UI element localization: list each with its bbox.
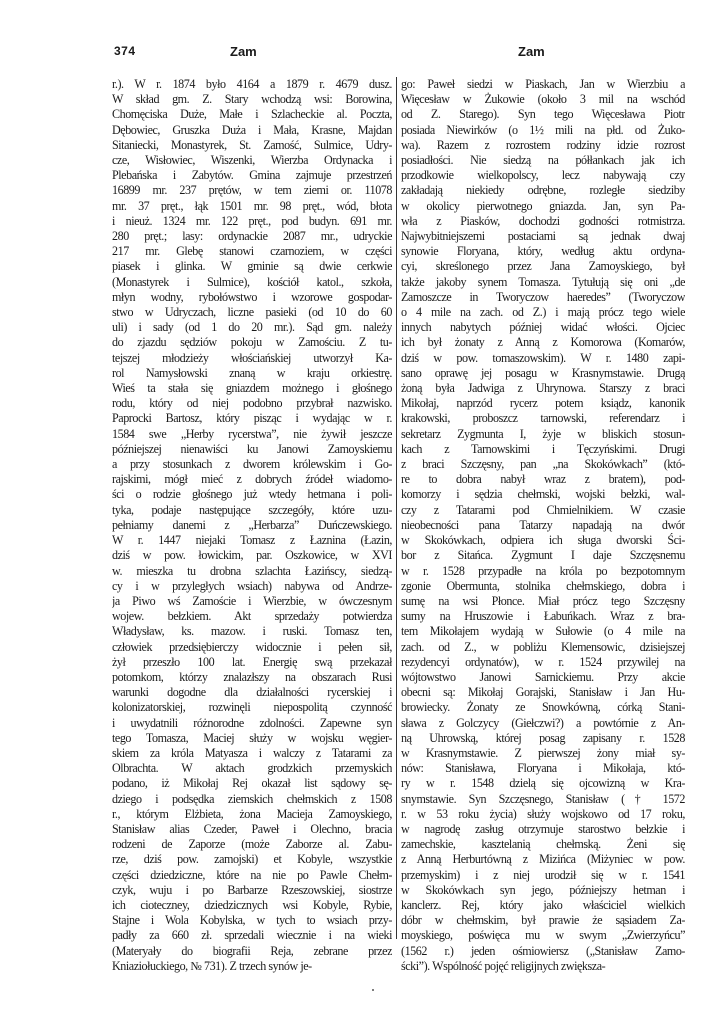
text-line: warunki dogodne dla działalności rycerskiej i <box>112 685 392 700</box>
text-line: 280 pręt.; lasy: ordynackie 2087 mr., udryckie <box>112 229 392 244</box>
text-line: tyka, podaje następujące szczegóły, które uzu- <box>112 502 392 517</box>
text-line: mr. 37 pręt., łąk 1501 mr. 98 pręt., wód, błota <box>112 198 392 213</box>
text-line: uli) i sady (od 1 do 20 mr.). Sąd gm. należy <box>112 320 392 335</box>
text-line: rodu, który od niej podobno przybrał nazwisko. <box>112 396 392 411</box>
text-line: Chomęciska Duże, Małe i Szlacheckie al. Poczta, <box>112 107 392 122</box>
text-line: wojew. bełzkiem. Akt sprzedaży potwierdza <box>112 609 392 624</box>
text-line: rol Namysłowski znaną w kraju orkiestrę. <box>112 365 392 380</box>
left-text-column <box>112 77 392 974</box>
text-line: człowiek przedsiębierczy widocznie i pełen sił, <box>112 639 392 654</box>
text-line: ry w r. 1548 dzielą się ojcowizną w Kra- <box>401 776 685 791</box>
text-line: browiecky. Żonaty ze Snowkówną, córką Stani- <box>401 700 685 715</box>
text-line: sumy na Hruszowie i Łabuńkach. Wraz z bra- <box>401 609 685 624</box>
text-line: kanclerz. Rej, który jako właściciel wielkich <box>401 897 685 912</box>
page-header <box>0 44 720 66</box>
text-line: re to dobra nabył wraz z bratem), pod- <box>401 472 685 487</box>
text-line: w. mieszka tu drobna szlachta Łazińscy, siedzą- <box>112 563 392 578</box>
text-line: dziego i podsędka ziemskich chełmskich z 1508 <box>112 791 392 806</box>
text-line: rajskimi, mógł mieć z dobrych źródeł wiadomo- <box>112 472 392 487</box>
text-line: r., którym Elżbieta, żona Macieja Zamoyskiego, <box>112 806 392 821</box>
text-line: Stajne i Wola Kobylska, w tych to wsiach przy- <box>112 913 392 928</box>
text-line: tejszej młodzieży włościańskiej utworzył Ka- <box>112 350 392 365</box>
page-number: 374 <box>114 44 136 58</box>
text-line: części dziedziczne, które na nie po Pawle Chełm- <box>112 867 392 882</box>
text-line: czyk, wuju i po Barbarze Rzeszowskiej, siostrze <box>112 882 392 897</box>
text-line: Mikołaj, naprzód rycerz potem ksiądz, kanonik <box>401 396 685 411</box>
text-line: z braci Szczęsny, pan „na Skokówkach” (któ- <box>401 457 685 472</box>
text-line: cyi, skreślonego przez Jana Zamoyskiego, był <box>401 259 685 274</box>
text-line: rezydencyi ordynatów), w r. 1524 przywilej na <box>401 654 685 669</box>
text-line: Władysław, ks. mazow. i ruski. Tomasz ten, <box>112 624 392 639</box>
text-line: komorzy i sędzia chełmski, wojski bełzki, wal- <box>401 487 685 502</box>
text-line: 217 mr. Glebę stanowi czarnoziem, w części <box>112 244 392 259</box>
text-line: rze, dziś pow. zamojski) et Kobyle, wszystkie <box>112 852 392 867</box>
text-line: i nieuż. 1324 mr. 122 pręt., pod budyn. 691 mr. <box>112 213 392 228</box>
text-line: kolonizatorskiej, rozwinęli niepospolitą czynność <box>112 700 392 715</box>
text-line: w okolicy pierwotnego gniazda. Jan, syn Pa- <box>401 198 685 213</box>
text-line: wójtowstwo Janowi Sarnickiemu. Przy akcie <box>401 669 685 684</box>
text-line: piasek i glinka. W gminie są dwie cerkwie <box>112 259 392 274</box>
text-line: posiada Niewirków (o 1½ mili na płd. od Żuko- <box>401 122 685 137</box>
text-line: (Monastyrek i Sulmice), kościół katol., szkoła, <box>112 274 392 289</box>
text-line: Sitaniecki, Monastyrek, St. Zamość, Sulmice, Udry- <box>112 137 392 152</box>
text-line: krakowski, proboszcz tarnowski, referendarz i <box>401 411 685 426</box>
text-line: młyn wodny, rybołówstwo i wzorowe gospodar- <box>112 289 392 304</box>
text-line: w r. 1528 przypadłe na króla po bezpotomnym <box>401 563 685 578</box>
text-line: żył przeszło 100 lat. Energię swą przekazał <box>112 654 392 669</box>
text-line: od Z. Starego). Syn tego Więcesława Piotr <box>401 107 685 122</box>
text-line: Olbrachta. W aktach grodzkich przemyskich <box>112 761 392 776</box>
text-line: synowie Floryana, który, według aktu ordyna- <box>401 244 685 259</box>
text-line: ścki”). Wspólność pojęć religijnych zwiększa- <box>401 958 606 973</box>
text-line: tego Tomasza, Maciej służy w wojsku węgier- <box>112 730 392 745</box>
text-line: tem Mikołajem wydają w Sułowie (o 4 mile na <box>401 624 685 639</box>
text-line: Więcesław w Żukowie (około 3 mil na wschód <box>401 92 685 107</box>
text-line: stwo w Udryczach, liczne pasieki (od 10 do 60 <box>112 305 392 320</box>
text-line: posiadłości. Nie siedzą na półłankach jak ich <box>401 153 685 168</box>
text-line: także jakoby synem Tomasza. Tytułują się oni „de <box>401 274 685 289</box>
text-line: przodkowie wielkopolscy, lecz nabywają czy <box>401 168 685 183</box>
text-line: dziś w pow. tomaszowskim). W r. 1480 zapi- <box>401 350 685 365</box>
text-line: sumę na wsi Płonce. Miał prócz tego Szczęsny <box>401 593 685 608</box>
text-line: Paprocki Bartosz, który pisząc i wydając w r. <box>112 411 392 426</box>
right-running-head: Zam <box>518 44 545 59</box>
text-line: ich cioteczney, dziedzicznych wsi Kobyle, Rybie, <box>112 897 392 912</box>
text-line: ną Uhrowską, której posag zapisany r. 1528 <box>401 730 685 745</box>
text-line: dóbr w chełmskim, był prawie że sąsiadem Za- <box>401 913 685 928</box>
text-line: Najwybitniejszemi postaciami są jednak dwaj <box>401 229 685 244</box>
text-line: r.). W r. 1874 było 4164 a 1879 r. 4679 dusz. <box>112 77 392 91</box>
text-line: o 4 mile na zach. od Z.) i mają prócz tego wiele <box>401 305 685 320</box>
text-line: skiem za króla Matyasza i walczy z Tatarami za <box>112 745 392 760</box>
text-line: a przy stosunkach z dworem królewskim i Go- <box>112 457 392 472</box>
text-line: późniejszej nienawiści ku Janowi Zamoyskiemu <box>112 441 392 456</box>
text-line: Stanisław alias Czeder, Paweł i Olechno, bracia <box>112 821 392 836</box>
text-line: (1562 r.) jeden ośmiowiersz („Stanisław Zamo- <box>401 943 685 958</box>
text-line: ści o rodzie głośnego już wtedy hetmana i poli- <box>112 487 392 502</box>
text-line: w Skokówkach, odpiera ich sługa dworski Ści- <box>401 533 685 548</box>
text-line: cze, Wisłowiec, Wiszenki, Wierzba Ordynacka i <box>112 153 392 168</box>
text-line: cy i w przyległych wsiach) nabywa od Andrze- <box>112 578 392 593</box>
text-line: (Materyały do biografii Reja, zebrane przez <box>112 943 392 958</box>
text-line: Zamoszcze in Tworyczow haeredes” (Tworyczow <box>401 289 685 304</box>
text-line: bor z Sitańca. Zygmunt I daje Szczęsnemu <box>401 548 685 563</box>
text-line: żoną była Jadwiga z Uhrynowa. Starszy z braci <box>401 381 685 396</box>
text-line: sława z Golczycy (Giełczwi?) a powtórnie z An- <box>401 715 685 730</box>
text-line: potomkom, którzy znalazłszy na obszarach Rusi <box>112 669 392 684</box>
text-line: rodzeni de Zaporze (może Zaborze al. Zabu- <box>112 837 392 852</box>
text-line: Wieś ta stała się gniazdem możnego i głośnego <box>112 381 392 396</box>
text-line: nów: Stanisława, Floryana i Mikołaja, któ- <box>401 761 685 776</box>
text-line: z Anną Herburtówną z Mizińca (Miżyniec w pow. <box>401 852 685 867</box>
text-line: zamechskie, kasztelanią chełmską. Żeni się <box>401 837 685 852</box>
text-line: sano oprawę jej posagu w Krasnymstawie. Drugą <box>401 365 685 380</box>
text-line: w nagrodę zasług otrzymuje starostwo bełzkie i <box>401 821 685 836</box>
text-line: w Krasnymstawie. Z pierwszej żony miał sy- <box>401 745 685 760</box>
text-line: ich był żonaty z Anną z Komorowa (Komarów, <box>401 335 685 350</box>
print-speck <box>372 989 374 991</box>
text-line: W r. 1447 niejaki Tomasz z Łaznina (Łazin, <box>112 533 392 548</box>
text-line: i uwydatnili różnorodne zdolności. Zapewne syn <box>112 715 392 730</box>
text-line: czy z Tatarami pod Chmielnikiem. W czasie <box>401 502 685 517</box>
text-line: w Skokówkach syn jego, późniejszy hetman i <box>401 882 685 897</box>
text-line: moyskiego, poświęca mu w swym „Zwierzyńcu” <box>401 928 685 943</box>
text-line: 1584 swe „Herby rycerstwa”, nie żywił jeszcze <box>112 426 392 441</box>
text-line: Dębowiec, Gruszka Duża i Mała, Krasne, Majdan <box>112 122 392 137</box>
text-line: sekretarz Zygmunta I, żyje w bliskich stosun- <box>401 426 685 441</box>
right-text-column <box>401 77 685 974</box>
text-line: nieobecności pana Tatarzy napadają na dwór <box>401 517 685 532</box>
text-line: przemyskim) i z niej urodził się w r. 1541 <box>401 867 685 882</box>
text-line: podano, iż Mikołaj Rej okazał list sądowy sę- <box>112 776 392 791</box>
text-line: dziś w pow. łowickim, par. Oszkowice, w XVI <box>112 548 392 563</box>
text-line: wa). Razem z rozrostem rodziny idzie rozrost <box>401 137 685 152</box>
text-line: pełniamy danemi z „Herbarza” Duńczewskiego. <box>112 517 392 532</box>
text-line: wła z Piasków, dochodzi godności rotmistrza. <box>401 213 685 228</box>
text-line: zach. od Z., w pobliżu Klemensowic, dzisiejszej <box>401 639 685 654</box>
text-line: do zjazdu sędziów pokoju w Zamościu. Z tu- <box>112 335 392 350</box>
text-line: ja Piwo wś Zamoście i Wierzbie, w ówczesnym <box>112 593 392 608</box>
text-line: go: Paweł siedzi w Piaskach, Jan w Wierzbiu a <box>401 77 685 91</box>
column-divider <box>396 77 397 939</box>
text-line: innych nabytych później widać włości. Ojciec <box>401 320 685 335</box>
text-line: obecni są: Mikołaj Gorajski, Stanisław i Jan Hu- <box>401 685 685 700</box>
text-line: W skład gm. Z. Stary wchodzą wsi: Borowina, <box>112 92 392 107</box>
text-line: r. w 53 roku życia) służy wojskowo od 17 roku, <box>401 806 685 821</box>
left-running-head: Zam <box>230 44 257 59</box>
text-line: 16899 mr. 237 prętów, w tem ziemi or. 11078 <box>112 183 392 198</box>
text-line: zgonie Obermunta, stolnika chełmskiego, dobra i <box>401 578 685 593</box>
text-line: snymstawie. Syn Szczęsnego, Stanisław († 1572 <box>401 791 685 806</box>
text-line: kach z Tarnowskimi i Tęczyńskimi. Drugi <box>401 441 685 456</box>
text-line: padły za 660 zł. sprzedali wiecznie i na wieki <box>112 928 392 943</box>
text-line: zakładają niekiedy odrębne, rozległe siedziby <box>401 183 685 198</box>
text-line: Plebańska i Zabytów. Gmina zajmuje przestrzeń <box>112 168 392 183</box>
text-line: Kniaziołuckiego, № 731). Z trzech synów je- <box>112 958 312 973</box>
